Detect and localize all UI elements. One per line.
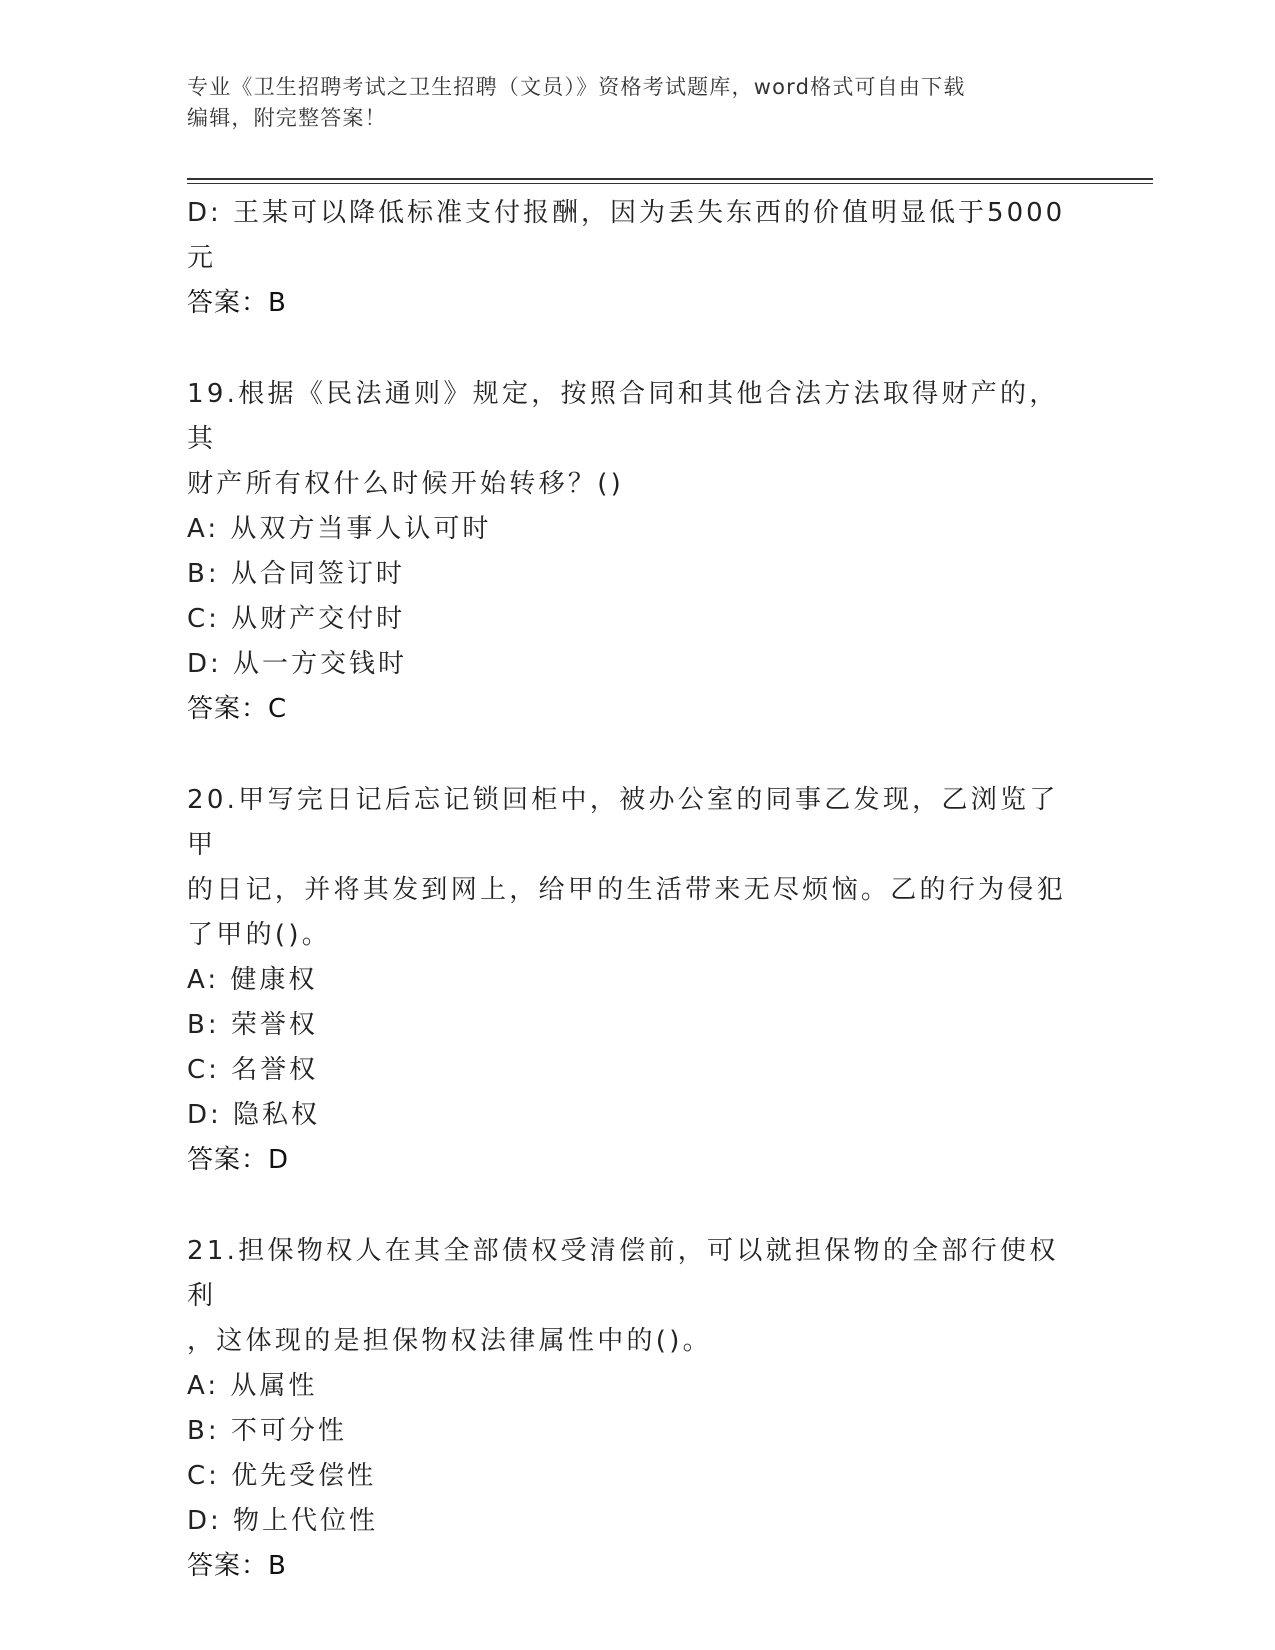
answer-line: 答案：B [187, 1551, 287, 1581]
option-d: D: 隐私权 [187, 1100, 321, 1130]
option-d: D: 王某可以降低标准支付报酬，因为丢失东西的价值明显低于5000 [187, 198, 1066, 228]
option-d-continued: 元 [187, 243, 217, 273]
option-d: D: 物上代位性 [187, 1506, 379, 1536]
option-a: A: 健康权 [187, 965, 318, 995]
header-line-2: 编辑，附完整答案！ [187, 106, 387, 130]
question-text: 的日记，并将其发到网上，给甲的生活带来无尽烦恼。乙的行为侵犯 [187, 875, 1067, 905]
header-line-1: 专业《卫生招聘考试之卫生招聘（文员）》资格考试题库，word格式可自由下载 [187, 75, 966, 99]
option-b: B: 不可分性 [187, 1416, 347, 1446]
option-d: D: 从一方交钱时 [187, 649, 408, 679]
question-21 [187, 1229, 1067, 1589]
document-body [187, 191, 1067, 1589]
option-b: B: 荣誉权 [187, 1010, 318, 1040]
question-19 [187, 372, 1067, 732]
document-header [187, 72, 1067, 134]
option-b: B: 从合同签订时 [187, 559, 405, 589]
answer-line: 答案：C [187, 694, 288, 724]
answer-line: 答案：B [187, 288, 287, 318]
header-rule-thin [187, 183, 1153, 184]
option-a: A: 从属性 [187, 1371, 318, 1401]
question-text: 19.根据《民法通则》规定，按照合同和其他合法方法取得财产的，其 [187, 379, 1059, 454]
option-c: C: 从财产交付时 [187, 604, 406, 634]
question-20 [187, 778, 1067, 1183]
question-text: ，这体现的是担保物权法律属性中的()。 [187, 1326, 712, 1356]
question-text: 了甲的()。 [187, 920, 332, 950]
answer-line: 答案：D [187, 1145, 290, 1175]
previous-question-tail [187, 191, 1067, 326]
option-c: C: 优先受偿性 [187, 1461, 377, 1491]
header-rule-thick [187, 178, 1153, 180]
option-c: C: 名誉权 [187, 1055, 319, 1085]
question-text: 21.担保物权人在其全部债权受清偿前，可以就担保物的全部行使权利 [187, 1236, 1059, 1311]
question-text: 财产所有权什么时候开始转移？() [187, 469, 625, 499]
question-text: 20.甲写完日记后忘记锁回柜中，被办公室的同事乙发现，乙浏览了甲 [187, 785, 1059, 860]
option-a: A: 从双方当事人认可时 [187, 514, 492, 544]
